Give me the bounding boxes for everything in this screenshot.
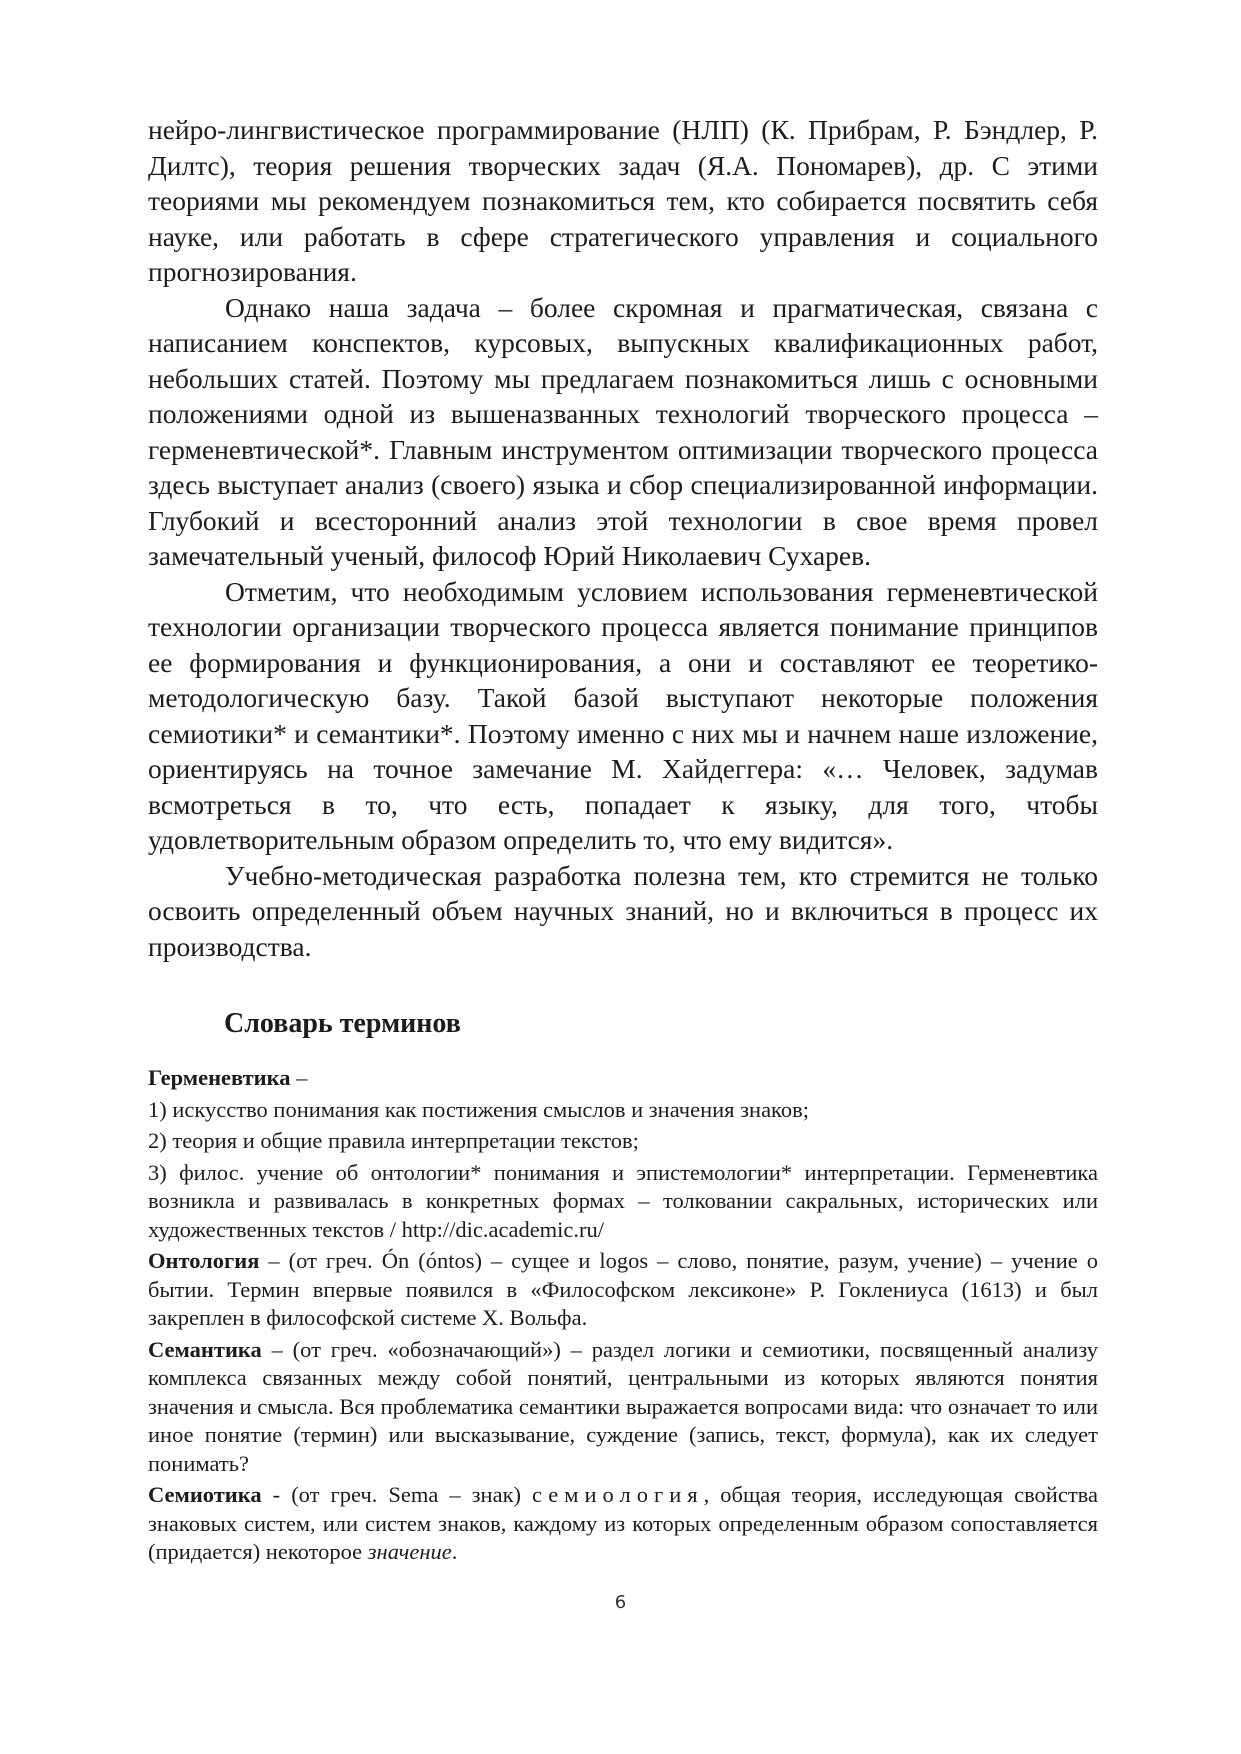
glossary-definition-end: . bbox=[451, 1539, 458, 1564]
glossary-italic-word: значение bbox=[367, 1539, 452, 1564]
glossary-entry-hermeneutics bbox=[148, 1064, 1098, 1093]
glossary-entry-semiotics bbox=[148, 1481, 1098, 1567]
paragraph-2: Однако наша задача – более скромная и прагматическая, связана с написанием конспектов, курсовых, выпускных квалификационных работ, небольших статей. Поэтому мы предлагаем познакомиться лишь с основными положениями одной из вышеназванных технологий творческого процесса – герменевтической*. Главным инструментом оптимизации творческого процесса здесь выступает анализ (своего) языка и сбор специализированной информации. Глубокий и всесторонний анализ этой технологии в свое время провел замечательный ученый, философ Юрий Николаевич Сухарев. bbox=[148, 291, 1098, 571]
paragraph-4: Учебно-методическая разработка полезна тем, кто стремится не только освоить определенный объем научных знаний, но и включиться в процесс их производства. bbox=[148, 859, 1098, 962]
glossary-dash: – bbox=[290, 1065, 308, 1090]
glossary-term: Семантика bbox=[148, 1336, 262, 1362]
glossary-definition: – (от греч. «обозначающий») – раздел логики и семиотики, посвященный анализу комплекса связанных между собой понятий, центральными из которых являются понятия значения и смысла. Вся проблематика семантики выражается вопросами вида: что означает то или иное понятие (термин) или высказывание, суждение (запись, текст, формула), как их следует понимать? bbox=[148, 1336, 1098, 1476]
glossary-entry-ontology bbox=[148, 1247, 1098, 1333]
glossary-item: 1) искусство понимания как постижения смыслов и значения знаков; bbox=[148, 1096, 809, 1122]
paragraph-1: нейро-лингвистическое программирование (НЛП) (К. Прибрам, Р. Бэндлер, Р. Дилтс), теория решения творческих задач (Я.А. Пономарев), др. С этими теориями мы рекомендуем познакомиться тем, кто собирается посвятить себя науке, или работать в сфере стратегического управления и социального прогнозирования. bbox=[148, 114, 1098, 287]
glossary-term: Герменевтика bbox=[148, 1065, 291, 1090]
document-page bbox=[148, 112, 1098, 1570]
section-title: Словарь терминов bbox=[224, 1008, 461, 1039]
glossary-entry-semantics bbox=[148, 1336, 1098, 1479]
page-number: 6 bbox=[614, 1592, 627, 1613]
glossary-term: Семиотика bbox=[148, 1482, 262, 1507]
glossary-item: 3) филос. учение об онтологии* понимания и эпистемологии* интерпретации. Герменевтика возникла и развивалась в конкретных формах – толковании сакральных, исторических или художественных текстов / http://dic.academic.ru/ bbox=[148, 1159, 1098, 1242]
glossary-term: Онтология bbox=[148, 1248, 260, 1273]
paragraph-3: Отметим, что необходимым условием использования герменевтической технологии организации творческого процесса является понимание принципов ее формирования и функционирования, а они и составляют ее теоретико-методологическую базу. Такой базой выступают некоторые положения семиотики* и семантики*. Поэтому именно с них мы и начнем наше изложение, ориентируясь на точное замечание М. Хайдеггера: «… Человек, задумав всмотреться в то, что есть, попадает к языку, для того, чтобы удовлетворительным образом определить то, что ему видится». bbox=[148, 575, 1098, 855]
glossary-definition: – (от греч. Ón (óntos) – сущее и logos – слово, понятие, разум, учение) – учение о бытии. Термин впервые появился в «Философском лексиконе» Р. Гоклениуса (1613) и был закреплен в философской системе Х. Вольфа. bbox=[148, 1248, 1098, 1330]
glossary-definition-start: - (от греч. Sema – знак) bbox=[261, 1482, 533, 1507]
glossary-item: 2) теория и общие правила интерпретации текстов; bbox=[148, 1128, 639, 1153]
glossary-spaced-word: семиология bbox=[532, 1482, 704, 1507]
glossary-definition-middle: , общая теория, исследующая свойства знаковых систем, или систем знаков, каждому из которых определенным образом сопоставляется (придается) некоторое bbox=[148, 1482, 1098, 1564]
glossary bbox=[148, 1064, 1098, 1567]
